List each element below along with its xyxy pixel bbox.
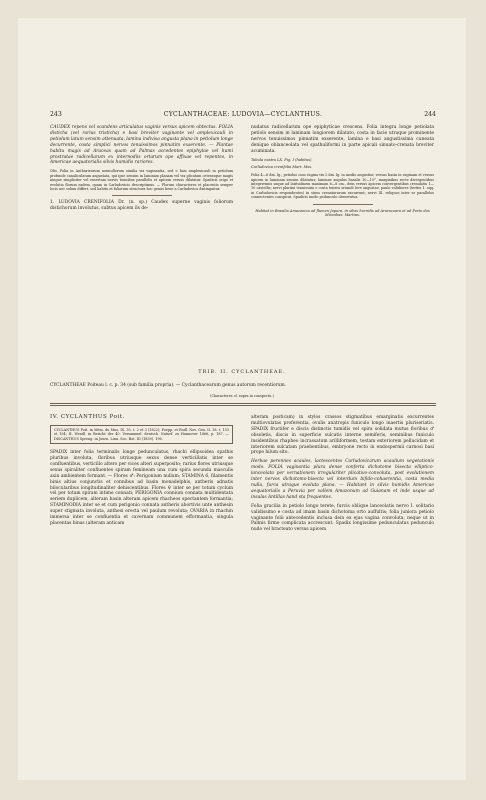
page-header xyxy=(50,111,436,121)
species-entry: 1. LUDOVIA CRENIFOLIA Dr. (n. sp.) Caudex superne vaginis foliorum distichorum involutus, subtus apicem ils de- xyxy=(50,200,233,212)
section-rule xyxy=(50,405,436,406)
tribe-note: (Characteres cf. supra in conspectu.) xyxy=(210,394,274,398)
synonym: Carludovica crenifolia Mart. Mss. xyxy=(251,165,313,170)
tribe-heading: TRIB. II. CYCLANTHEAE. xyxy=(198,369,286,375)
genus-description-continued: alteram posticam) in stylos crassos stigmatibus emarginatis excurrentes multiovulatas proferentia, ovulis anatropis funiculo longo inaertis pluriseriatis. SPADIX fructifer e discis distinctis tumidis vel spira solidata mutus floribus ♂ obsoletis, discis in superficie sulcatis interne semiferis, seminibus funiculo insidentibus rhapheo incrassatum arilliformem, testam exteriorem pellucidam et interiorem sulcatam praebentibus, embryone recto in endospermii carnosi basi prope hilum sito. xyxy=(251,415,434,456)
page-number-left: 243 xyxy=(50,111,62,118)
genus-habit: Herbae perennes acaules, lactescentes Carludovicarum acaulium vegetationis modo. FOLIA vaginantia plura dense conferta dichotome bisecta elliptico-lanceolata per vernationem irregulariter plicativo-convoluta, post evolutionem inter nervos dichotomo-bisecta vel interdum bifido-cohaerentia, costa media nulla, furca utraque evoluta plana. — Habitant in silvis humidis Americae aequatorialis a Peruvia per vallem Amazonum ad Guianam et inde usque ad insulas Antillas hand sta frequentes. xyxy=(251,459,434,500)
genus-description: CAUDEX repens vel scandens articulatus vaginis versus apicem obtectus. FOLIA disticha (vel rarius tristicha) e basi breviter vaginante vel amplexicauli in petiolum latum sensim attenuata, lamina indivisa angusta plana in petiolum longe decurrente, costa simplici nervos tenuissimos pinnatim exserente. — Plantae habitu magis ad Araceas quam ad Palmas accedentes epiphytae vel humi prostratae radicellarum ex internodiis ortarum ope affixae vel repentes, in Americae aequatorialis silvis humidis rariores. xyxy=(50,125,234,166)
observation-note: Obs. Folia in Anthurieorum nonnullorum similia vix vaginantia, sed e basi amplexicauli in petiolum profunde canaliculatum angustata, qui ipse sensim in laminam planam vel vix plicatam ceterasque magis ningue simpliciter vel exsertam nervis tenuibus parallelis et apicem versus dilatatur. Spadicis origo et evolutio florum eadem, quam in Carludovicis descriptimus. — Florum characteres et placentis semper locis nec solum differt, sed habitu et foliorum structura hoc genus bene a Carludovica distinguitur. xyxy=(50,169,233,191)
right-column-top xyxy=(251,125,434,221)
habitat-note: Habitat in Brasilia Amazonica ad flumen Japura, in silvis horridis ad Araracoara et ad Porto dos Miranhas: Martius. xyxy=(255,208,430,218)
section-rule xyxy=(50,403,436,404)
plate-reference: Tabula nostra LX. Fig. I (habitus). xyxy=(251,157,313,162)
running-title: CYCLANTHACEAE: LUDOVIA—CYCLANTHUS. xyxy=(163,111,323,118)
right-column-bottom xyxy=(251,415,434,536)
document-page xyxy=(18,18,466,780)
tribe-description: CYCLANTHEAE Poiteau l. c. p. 34 (sub familia propria). — Cyclanthacearum genus autorum recentiorum. xyxy=(50,383,287,388)
divider xyxy=(112,195,172,196)
species-continued: nudatus radicellarum ope epiphyticae crescens. Folia integra longe petiolata petiolo sensim in laminam longiorem dilatato, costa in facie utraque prominente nervos tenuissimos pinnatim exserente, lamina e basi angustissima cuneata denique oblanceolata vel spathuliformi in parte apicali sinuato-crenata breviter acuminata. xyxy=(251,125,434,154)
divider xyxy=(313,204,373,205)
genus-references: CYCLANTHUS Poit. in Mém. du Mus. IX. 35. t. 2 et 3 (1822); Poepp. et Endl. Nov. Gen. II. 38. t. 153 et 154; H. Wendl. in Bericht der 40. Versammel. deutsch. Naturf. zu Hannover 1866, p. 187. — DISCANTHUS Spreng. in Journ. Linn. Soc. Bot. III (1859). 196. xyxy=(50,425,233,444)
genus-description-main: SPADIX inter folia terminalis longe pedunculatus, rhachi ellipsoidea spathis pluribus involuta, floribus utriusque sexus dense verticillatis inter se confluentibus, verticillo altero per vices alteri superposito; rarius flores utriusque sexus spiraliter confluentes spiram femineam una cum spira secunda masculis axin ambientem formant. — Flores ♂: Perigonium nullum; STAMINA 6, filamentis binis altius conjunctis et connibus ad basin monadelphis, antheris adnatis bilocularibus longitudinaliter dehiscentibus. Flores ♀ inter se per totum cyclum vel per totam spiram intime connati; PERIGONIA connium connata multidentata seriem duplicem, alteram basin alteram apicem rhacheos spectantem formantia; STAMINODIA inter se et cum perigonio connata antheris abortivis unte anthesin super stigmata involuta, anthesi erecta vel paulum revoluta; OVARIA in rhachin immersa inter se confluentia et cavernam communem efformantia, singula placentas binas (alteram anticam xyxy=(50,450,233,526)
species-details: Folia 4—6 dm. lg.; petiolus cum vagina vix 2 dm. lg. in medio angustior, versus basin in vaginam et versus apicem in laminam sensim dilatatus; laminae angulus basalis 10—15°, marginibus recte divergentibus integerrimis usque ad latitudinem maximam 6—8 cm., dein versus apicem convergentibus crenulatis 1—10 castellis; nervi plurimi tenuissimi e costa tenera oriundi leve angustae, paulo validiores (tertiis 1. sqq. in Carludovicis respondentes) in sinus crenaturarum excurrunt; nervi III. reliquos inter se parallelos connectentes conspicui. Spadicis modo pedunculo observatus. xyxy=(251,173,434,200)
left-column-top xyxy=(50,125,233,215)
left-column-bottom xyxy=(50,415,233,530)
page-number-right: 244 xyxy=(424,111,436,118)
genus-heading: IV. CYCLANTHUS Poit. xyxy=(50,414,125,420)
genus-notes: Folia gracilia in petiolo longo terete, furcis oblique lanceolatis nervo I. solitario validissimo e costa ad imam basin dichotoma orto auffultis; folia juniora petiolo vaginante folii antecedentis inclusa dein ex ejus vagina convoluta, neque ut in Palmis firme complicata accrescunt. Spadix longissime pedunculatus pedunculo nudo vel bracteato versus apicem xyxy=(251,503,434,533)
